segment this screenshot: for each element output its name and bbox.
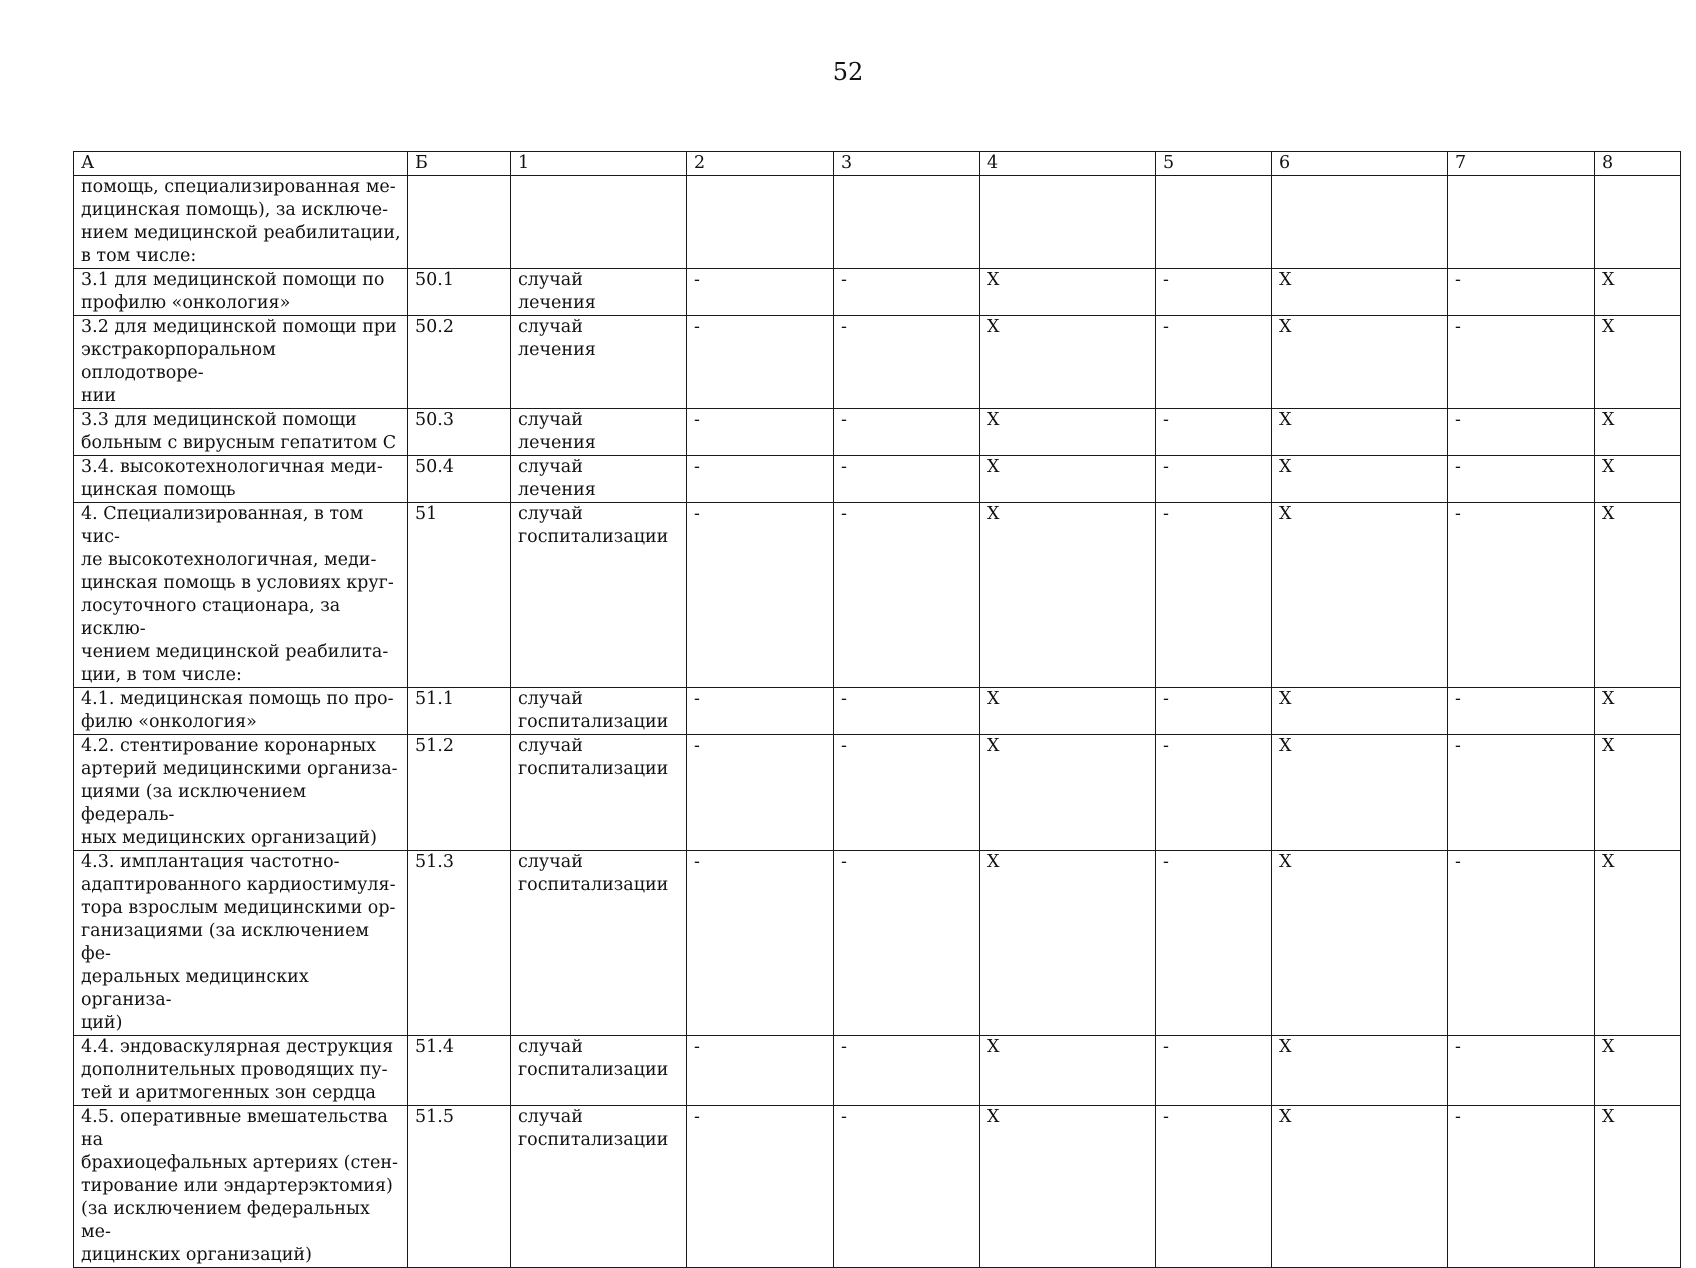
header-cell-3: 3 [834, 152, 980, 176]
col4-cell [980, 269, 1156, 316]
col2-cell [687, 1036, 834, 1106]
col4-text: X [987, 504, 1000, 524]
col2-text: - [694, 852, 700, 872]
col5-text: - [1163, 457, 1169, 477]
table-row [74, 688, 1681, 735]
col5-text: - [1163, 1107, 1169, 1127]
col7-cell [1448, 1036, 1595, 1106]
unit-cell [511, 1036, 687, 1106]
col8-cell [1595, 176, 1681, 269]
col2-text: - [694, 1037, 700, 1057]
unit-text: случай госпитализации [518, 1107, 669, 1150]
row-code-text: 50.2 [415, 317, 454, 337]
indicator-name-cell [74, 456, 408, 503]
unit-text: случай лечения [518, 317, 596, 360]
col8-cell [1595, 316, 1681, 409]
row-code-cell [408, 269, 511, 316]
indicator-name-cell [74, 688, 408, 735]
unit-text: случай госпитализации [518, 736, 669, 779]
header-cell-b: Б [408, 152, 511, 176]
indicator-name-cell [74, 1106, 408, 1268]
col5-cell [1156, 688, 1272, 735]
col8-text: X [1602, 504, 1615, 524]
indicator-name-text: 4.1. медицинская помощь по про- филю «онкология» [81, 689, 394, 732]
col6-cell [1272, 456, 1448, 503]
col7-text: - [1455, 1107, 1461, 1127]
unit-text: случай госпитализации [518, 1037, 669, 1080]
col5-text: - [1163, 317, 1169, 337]
col3-cell [834, 176, 980, 269]
col6-text: X [1279, 317, 1292, 337]
col2-text: - [694, 736, 700, 756]
col7-text: - [1455, 504, 1461, 524]
col3-cell [834, 269, 980, 316]
col2-cell [687, 688, 834, 735]
col2-cell [687, 735, 834, 851]
col5-text: - [1163, 1037, 1169, 1057]
col6-cell [1272, 851, 1448, 1036]
row-code-text: 51 [415, 504, 438, 524]
col8-cell [1595, 735, 1681, 851]
unit-text: случай лечения [518, 410, 596, 453]
indicator-name-text: 4.5. оперативные вмешательства на брахиоцефальных артериях (стен- тирование или эндартерэктомия) (за исключением федеральных ме- дицинских организаций) [81, 1107, 398, 1265]
header-cell-a: А [74, 152, 408, 176]
header-cell-8: 8 [1595, 152, 1681, 176]
col5-cell [1156, 851, 1272, 1036]
col8-text: X [1602, 410, 1615, 430]
col5-cell [1156, 269, 1272, 316]
col4-text: X [987, 736, 1000, 756]
col2-cell [687, 1106, 834, 1268]
col7-text: - [1455, 736, 1461, 756]
row-code-cell [408, 456, 511, 503]
col3-text: - [841, 1037, 847, 1057]
unit-cell [511, 688, 687, 735]
col4-text: X [987, 689, 1000, 709]
col7-cell [1448, 735, 1595, 851]
indicator-name-text: 4. Специализированная, в том чис- ле высокотехнологичная, меди- цинская помощь в условиях круг- лосуточного стационара, за исклю- чением медицинской реабилита- ции, в том числе: [81, 504, 394, 685]
unit-cell [511, 316, 687, 409]
col2-text: - [694, 410, 700, 430]
unit-cell [511, 409, 687, 456]
col8-cell [1595, 409, 1681, 456]
col8-cell [1595, 269, 1681, 316]
col7-cell [1448, 409, 1595, 456]
col5-text: - [1163, 504, 1169, 524]
medical-care-table [73, 151, 1681, 1268]
col2-text: - [694, 689, 700, 709]
col7-cell [1448, 1106, 1595, 1268]
col6-cell [1272, 503, 1448, 688]
col5-cell [1156, 316, 1272, 409]
col3-cell [834, 1106, 980, 1268]
indicator-name-cell [74, 1036, 408, 1106]
row-code-cell [408, 688, 511, 735]
col8-cell [1595, 688, 1681, 735]
col4-cell [980, 735, 1156, 851]
col8-cell [1595, 1106, 1681, 1268]
col6-text: X [1279, 689, 1292, 709]
row-code-text: 51.3 [415, 852, 454, 872]
table-row [74, 1036, 1681, 1106]
col3-cell [834, 735, 980, 851]
col6-text: X [1279, 852, 1292, 872]
col6-text: X [1279, 270, 1292, 290]
col8-text: X [1602, 1107, 1615, 1127]
col8-text: X [1602, 457, 1615, 477]
row-code-cell [408, 1036, 511, 1106]
indicator-name-text: 3.2 для медицинской помощи при экстракорпоральном оплодотворе- нии [81, 317, 397, 406]
row-code-text: 51.2 [415, 736, 454, 756]
unit-cell [511, 269, 687, 316]
col5-text: - [1163, 852, 1169, 872]
header-cell-2: 2 [687, 152, 834, 176]
col2-cell [687, 316, 834, 409]
col3-text: - [841, 852, 847, 872]
col2-cell [687, 269, 834, 316]
col3-cell [834, 316, 980, 409]
col6-cell [1272, 735, 1448, 851]
col3-cell [834, 1036, 980, 1106]
col4-text: X [987, 317, 1000, 337]
row-code-cell [408, 735, 511, 851]
indicator-name-text: помощь, специализированная ме- дицинская помощь), за исключе- нием медицинской реабилитации, в том числе: [81, 177, 401, 266]
col2-cell [687, 409, 834, 456]
unit-text: случай госпитализации [518, 689, 669, 732]
header-cell-1: 1 [511, 152, 687, 176]
col4-cell [980, 1106, 1156, 1268]
unit-text: случай лечения [518, 270, 596, 313]
table-row [74, 456, 1681, 503]
col2-text: - [694, 1107, 700, 1127]
indicator-name-cell [74, 176, 408, 269]
col4-cell [980, 176, 1156, 269]
col8-cell [1595, 503, 1681, 688]
row-code-cell [408, 409, 511, 456]
indicator-name-cell [74, 735, 408, 851]
table-row [74, 503, 1681, 688]
col3-text: - [841, 457, 847, 477]
indicator-name-text: 4.3. имплантация частотно- адаптированного кардиостимуля- тора взрослым медицинскими ор- ганизациями (за исключением фе- деральных медицинских организа- ций) [81, 852, 396, 1033]
col5-cell [1156, 176, 1272, 269]
col7-cell [1448, 503, 1595, 688]
col8-text: X [1602, 270, 1615, 290]
indicator-name-cell [74, 269, 408, 316]
col6-cell [1272, 176, 1448, 269]
col6-cell [1272, 1036, 1448, 1106]
indicator-name-cell [74, 851, 408, 1036]
unit-cell [511, 735, 687, 851]
col3-cell [834, 456, 980, 503]
col7-text: - [1455, 270, 1461, 290]
header-cell-4: 4 [980, 152, 1156, 176]
col6-text: X [1279, 410, 1292, 430]
row-code-cell [408, 503, 511, 688]
col6-cell [1272, 1106, 1448, 1268]
col5-text: - [1163, 736, 1169, 756]
col4-text: X [987, 1107, 1000, 1127]
col6-cell [1272, 409, 1448, 456]
unit-cell [511, 851, 687, 1036]
col4-text: X [987, 410, 1000, 430]
col4-cell [980, 1036, 1156, 1106]
col7-text: - [1455, 457, 1461, 477]
col4-cell [980, 409, 1156, 456]
table-row [74, 316, 1681, 409]
col8-cell [1595, 456, 1681, 503]
col2-cell [687, 851, 834, 1036]
col7-cell [1448, 456, 1595, 503]
col5-cell [1156, 1106, 1272, 1268]
row-code-text: 50.1 [415, 270, 454, 290]
col5-text: - [1163, 410, 1169, 430]
table-row [74, 735, 1681, 851]
col2-text: - [694, 457, 700, 477]
indicator-name-text: 3.3 для медицинской помощи больным с вирусным гепатитом С [81, 410, 397, 453]
row-code-cell [408, 316, 511, 409]
col7-text: - [1455, 1037, 1461, 1057]
col7-cell [1448, 269, 1595, 316]
row-code-cell [408, 176, 511, 269]
col6-cell [1272, 269, 1448, 316]
row-code-text: 50.4 [415, 457, 454, 477]
col4-text: X [987, 852, 1000, 872]
col4-cell [980, 456, 1156, 503]
col7-text: - [1455, 852, 1461, 872]
col7-cell [1448, 316, 1595, 409]
col2-text: - [694, 317, 700, 337]
col2-cell [687, 503, 834, 688]
col6-text: X [1279, 1037, 1292, 1057]
col5-text: - [1163, 270, 1169, 290]
col5-cell [1156, 1036, 1272, 1106]
table-row [74, 176, 1681, 269]
col4-cell [980, 503, 1156, 688]
col3-cell [834, 503, 980, 688]
col8-text: X [1602, 689, 1615, 709]
indicator-name-text: 3.4. высокотехнологичная меди- цинская помощь [81, 457, 383, 500]
col7-text: - [1455, 689, 1461, 709]
row-code-cell [408, 1106, 511, 1268]
col5-cell [1156, 503, 1272, 688]
col4-text: X [987, 270, 1000, 290]
col6-text: X [1279, 736, 1292, 756]
col6-text: X [1279, 457, 1292, 477]
col8-text: X [1602, 736, 1615, 756]
table-row [74, 269, 1681, 316]
col3-text: - [841, 504, 847, 524]
col5-cell [1156, 735, 1272, 851]
header-cell-6: 6 [1272, 152, 1448, 176]
col7-text: - [1455, 410, 1461, 430]
col3-cell [834, 409, 980, 456]
col7-cell [1448, 176, 1595, 269]
col3-text: - [841, 270, 847, 290]
table-row [74, 409, 1681, 456]
col3-cell [834, 688, 980, 735]
row-code-cell [408, 851, 511, 1036]
col8-text: X [1602, 1037, 1615, 1057]
col3-text: - [841, 410, 847, 430]
col3-text: - [841, 1107, 847, 1127]
col3-text: - [841, 689, 847, 709]
col3-cell [834, 851, 980, 1036]
row-code-text: 51.1 [415, 689, 454, 709]
indicator-name-text: 4.2. стентирование коронарных артерий медицинскими организа- циями (за исключением федераль- ных медицинских организаций) [81, 736, 398, 848]
col5-cell [1156, 456, 1272, 503]
row-code-text: 50.3 [415, 410, 454, 430]
unit-cell [511, 503, 687, 688]
col2-cell [687, 176, 834, 269]
col2-text: - [694, 270, 700, 290]
col8-text: X [1602, 317, 1615, 337]
col4-cell [980, 851, 1156, 1036]
col4-cell [980, 688, 1156, 735]
table-row [74, 851, 1681, 1036]
col3-text: - [841, 736, 847, 756]
col5-cell [1156, 409, 1272, 456]
unit-text: случай госпитализации [518, 852, 669, 895]
col4-text: X [987, 1037, 1000, 1057]
col7-cell [1448, 688, 1595, 735]
header-cell-7: 7 [1448, 152, 1595, 176]
unit-text: случай госпитализации [518, 504, 669, 547]
col2-cell [687, 456, 834, 503]
col4-text: X [987, 457, 1000, 477]
col6-text: X [1279, 504, 1292, 524]
indicator-name-text: 3.1 для медицинской помощи по профилю «онкология» [81, 270, 385, 313]
col7-cell [1448, 851, 1595, 1036]
col6-text: X [1279, 1107, 1292, 1127]
col8-cell [1595, 851, 1681, 1036]
col6-cell [1272, 688, 1448, 735]
indicator-name-cell [74, 409, 408, 456]
indicator-name-text: 4.4. эндоваскулярная деструкция дополнительных проводящих пу- тей и аритмогенных зон сердца [81, 1037, 394, 1103]
page-number: 52 [832, 58, 864, 86]
col8-cell [1595, 1036, 1681, 1106]
table-row [74, 1106, 1681, 1268]
col3-text: - [841, 317, 847, 337]
unit-cell [511, 1106, 687, 1268]
col8-text: X [1602, 852, 1615, 872]
row-code-text: 51.5 [415, 1107, 454, 1127]
row-code-text: 51.4 [415, 1037, 454, 1057]
col6-cell [1272, 316, 1448, 409]
table-header-row [74, 152, 1681, 176]
header-cell-5: 5 [1156, 152, 1272, 176]
unit-text: случай лечения [518, 457, 596, 500]
col2-text: - [694, 504, 700, 524]
col4-cell [980, 316, 1156, 409]
col7-text: - [1455, 317, 1461, 337]
indicator-name-cell [74, 503, 408, 688]
unit-cell [511, 176, 687, 269]
unit-cell [511, 456, 687, 503]
col5-text: - [1163, 689, 1169, 709]
indicator-name-cell [74, 316, 408, 409]
